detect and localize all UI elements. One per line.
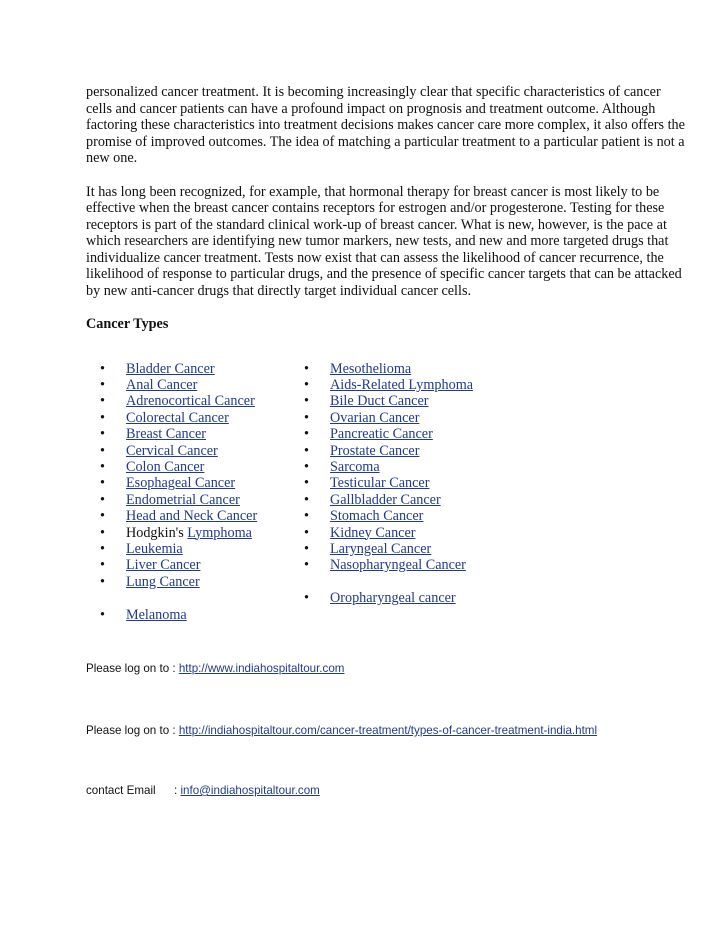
list-item[interactable] bbox=[290, 393, 473, 409]
cancer-link[interactable]: Bladder Cancer bbox=[126, 360, 215, 377]
cancer-link[interactable]: Colorectal Cancer bbox=[126, 409, 229, 426]
contact-email-line bbox=[86, 784, 320, 797]
section-title: Cancer Types bbox=[86, 316, 169, 332]
list-item[interactable] bbox=[290, 508, 473, 524]
cancer-link[interactable]: Aids-Related Lymphoma bbox=[330, 376, 474, 393]
cancer-link[interactable]: Testicular Cancer bbox=[330, 475, 430, 492]
list-item[interactable] bbox=[290, 443, 473, 459]
cancer-link[interactable]: Prostate Cancer bbox=[330, 442, 420, 459]
list-item[interactable] bbox=[290, 541, 473, 557]
website-link[interactable]: http://www.indiahospitaltour.com bbox=[178, 662, 345, 675]
list-item[interactable] bbox=[290, 590, 473, 606]
list-item[interactable] bbox=[290, 459, 473, 475]
list-item[interactable] bbox=[86, 492, 257, 508]
list-item[interactable] bbox=[86, 459, 257, 475]
treatment-page-label: Please log on to : bbox=[86, 724, 179, 737]
cancer-link[interactable]: Bile Duct Cancer bbox=[330, 393, 429, 410]
contact-separator: : bbox=[174, 784, 181, 797]
cancer-link[interactable]: Leukemia bbox=[126, 540, 183, 557]
cancer-list-left bbox=[86, 361, 257, 623]
list-item[interactable] bbox=[86, 377, 257, 393]
cancer-link[interactable]: Oropharyngeal cancer bbox=[330, 590, 456, 607]
cancer-link[interactable]: Ovarian Cancer bbox=[330, 409, 420, 426]
list-item[interactable] bbox=[86, 361, 257, 377]
list-item[interactable] bbox=[86, 541, 257, 557]
cancer-link[interactable]: Pancreatic Cancer bbox=[330, 426, 433, 443]
lymphoma-link[interactable]: Lymphoma bbox=[187, 524, 252, 541]
treatment-page-link[interactable]: http://indiahospitaltour.com/cancer-treatment/types-of-cancer-treatment-india.html bbox=[178, 724, 598, 737]
list-item[interactable] bbox=[290, 557, 473, 573]
cancer-link[interactable]: Stomach Cancer bbox=[330, 508, 424, 525]
list-item[interactable] bbox=[290, 361, 473, 377]
cancer-link[interactable]: Melanoma bbox=[126, 606, 187, 623]
list-item[interactable] bbox=[86, 443, 257, 459]
list-item[interactable] bbox=[290, 377, 473, 393]
intro-paragraph: personalized cancer treatment. It is becoming increasingly clear that specific characteristics of cancer cells and cancer patients can have a profound impact on prognosis and treatment outcome. Although factoring these characteristics into treatment decisions makes cancer care more complex, it also offers the promise of improved outcomes. The idea of matching a particular treatment to a particular patient is not a new one. bbox=[86, 84, 685, 166]
cancer-link[interactable]: Colon Cancer bbox=[126, 458, 205, 475]
cancer-types-list bbox=[86, 361, 686, 627]
list-item[interactable] bbox=[290, 426, 473, 442]
list-item[interactable] bbox=[86, 426, 257, 442]
cancer-link[interactable]: Nasopharyngeal Cancer bbox=[330, 557, 466, 574]
cancer-link[interactable]: Liver Cancer bbox=[126, 557, 201, 574]
cancer-link[interactable]: Head and Neck Cancer bbox=[126, 508, 258, 525]
cancer-link[interactable]: Anal Cancer bbox=[126, 376, 198, 393]
cancer-link[interactable]: Gallbladder Cancer bbox=[330, 491, 441, 508]
list-item[interactable] bbox=[290, 492, 473, 508]
cancer-link[interactable]: Mesothelioma bbox=[330, 360, 412, 377]
cancer-link[interactable]: Adrenocortical Cancer bbox=[126, 393, 255, 410]
cancer-link[interactable]: Cervical Cancer bbox=[126, 442, 218, 459]
list-item[interactable] bbox=[86, 475, 257, 491]
website-line bbox=[86, 662, 344, 675]
cancer-link[interactable]: Kidney Cancer bbox=[330, 524, 416, 541]
cancer-link[interactable]: Laryngeal Cancer bbox=[330, 540, 432, 557]
website-label: Please log on to : bbox=[86, 662, 179, 675]
list-item[interactable] bbox=[290, 410, 473, 426]
list-item[interactable] bbox=[290, 525, 473, 541]
hodgkin-label: Hodgkin's bbox=[126, 524, 188, 541]
document-page bbox=[86, 84, 686, 627]
list-item bbox=[86, 525, 257, 541]
list-item[interactable] bbox=[86, 393, 257, 409]
cancer-link[interactable]: Breast Cancer bbox=[126, 426, 206, 443]
list-item[interactable] bbox=[86, 508, 257, 524]
list-item[interactable] bbox=[290, 475, 473, 491]
body-paragraph: It has long been recognized, for example, that hormonal therapy for breast cancer is most likely to be effective when the breast cancer contains receptors for estrogen and/or progesterone. Testing for these receptors is part of the standard clinical work-up of breast cancer. What is new, however, is the pace at which researchers are identifying new tumor markers, new tests, and new and more targeted drugs that individualize cancer treatment. Tests now exist that can assess the likelihood of cancer recurrence, the likelihood of response to particular drugs, and the presence of specific cancer targets that can be attacked by new anti-cancer drugs that directly target individual cancer cells. bbox=[86, 183, 682, 299]
cancer-list-right bbox=[290, 361, 473, 607]
list-item[interactable] bbox=[86, 607, 257, 623]
cancer-link[interactable]: Sarcoma bbox=[330, 458, 380, 475]
treatment-page-line bbox=[86, 724, 597, 737]
contact-email-link[interactable]: info@indiahospitaltour.com bbox=[180, 784, 320, 797]
list-item[interactable] bbox=[86, 574, 257, 590]
cancer-link[interactable]: Lung Cancer bbox=[126, 573, 200, 590]
contact-email-label: contact Email bbox=[86, 784, 156, 797]
list-item[interactable] bbox=[86, 410, 257, 426]
cancer-link[interactable]: Esophageal Cancer bbox=[126, 475, 236, 492]
list-item[interactable] bbox=[86, 557, 257, 573]
cancer-link[interactable]: Endometrial Cancer bbox=[126, 491, 240, 508]
